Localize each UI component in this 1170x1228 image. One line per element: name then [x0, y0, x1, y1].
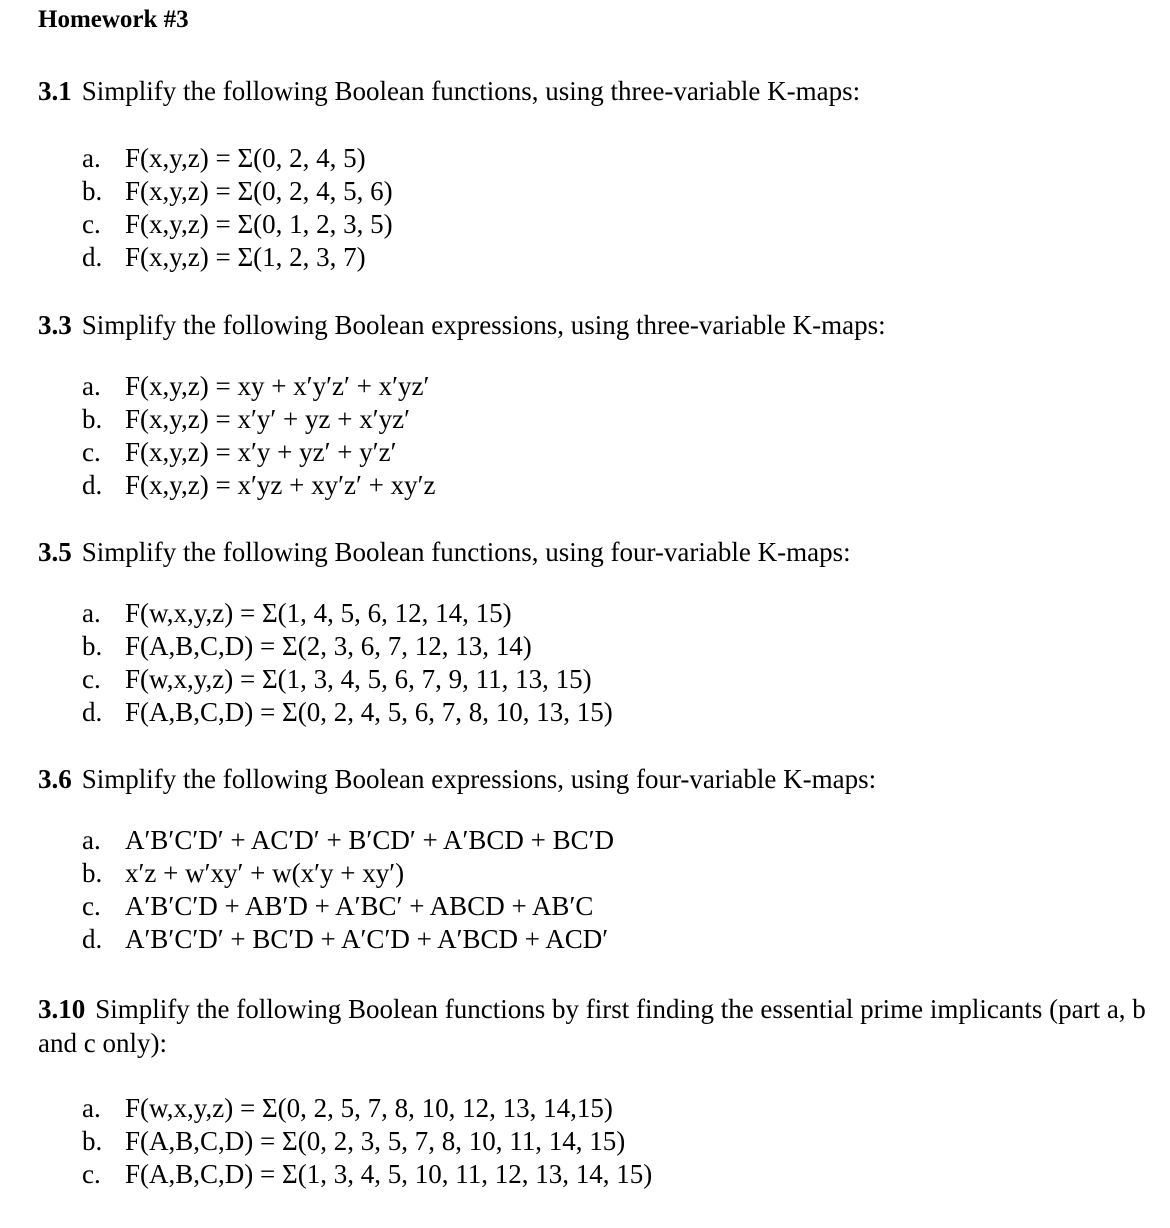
item-letter: a. — [82, 825, 101, 855]
problem-prompt: Simplify the following Boolean functions, using four-variable K-maps: — [81, 537, 851, 567]
list-item — [82, 597, 613, 630]
problem-items — [82, 370, 436, 502]
list-item — [82, 1158, 652, 1191]
problem-prompt: Simplify the following Boolean expressions, using three-variable K-maps: — [81, 310, 886, 340]
item-expression: F(A,B,C,D) = Σ(1, 3, 4, 5, 10, 11, 12, 13, 14, 15) — [125, 1159, 653, 1189]
item-expression: A′B′C′D + AB′D + A′BC′ + ABCD + AB′C — [125, 891, 594, 921]
item-letter: b. — [82, 404, 103, 434]
problem-number: 3.1 — [38, 76, 72, 106]
item-letter: a. — [82, 598, 101, 628]
item-letter: d. — [82, 242, 103, 272]
problem-heading — [38, 762, 1148, 796]
item-expression: F(w,x,y,z) = Σ(1, 4, 5, 6, 12, 14, 15) — [125, 598, 512, 628]
item-letter: a. — [82, 143, 101, 173]
item-expression: F(A,B,C,D) = Σ(2, 3, 6, 7, 12, 13, 14) — [125, 631, 532, 661]
problem-number: 3.10 — [38, 994, 86, 1024]
list-item — [82, 663, 613, 696]
problem-prompt: Simplify the following Boolean functions by first finding the essential prime implicants (part a, b and c only): — [38, 994, 1146, 1058]
list-item — [82, 824, 614, 857]
item-expression: A′B′C′D′ + AC′D′ + B′CD′ + A′BCD + BC′D — [125, 825, 615, 855]
item-expression: F(x,y,z) = x′y′ + yz + x′yz′ — [125, 404, 411, 434]
item-letter: a. — [82, 1093, 101, 1123]
page-title: Homework #3 — [38, 6, 189, 33]
problem-3-10 — [38, 992, 1148, 1189]
item-letter: d. — [82, 924, 103, 954]
item-expression: x′z + w′xy′ + w(x′y + xy′) — [125, 858, 405, 888]
item-expression: F(x,y,z) = Σ(0, 2, 4, 5) — [125, 143, 366, 173]
problem-3-1 — [38, 74, 1148, 272]
list-item — [82, 175, 393, 208]
item-letter: c. — [82, 891, 101, 921]
item-expression: F(x,y,z) = x′yz + xy′z′ + xy′z — [125, 470, 436, 500]
list-item — [82, 436, 436, 469]
list-item — [82, 142, 393, 175]
list-item — [82, 403, 436, 436]
item-expression: F(w,x,y,z) = Σ(1, 3, 4, 5, 6, 7, 9, 11, 13, 15) — [125, 664, 592, 694]
item-letter: d. — [82, 697, 103, 727]
item-letter: b. — [82, 1126, 103, 1156]
problem-heading — [38, 308, 1148, 342]
item-letter: a. — [82, 371, 101, 401]
item-letter: c. — [82, 664, 101, 694]
item-expression: F(x,y,z) = Σ(0, 1, 2, 3, 5) — [125, 209, 393, 239]
problem-3-5 — [38, 535, 1148, 727]
list-item — [82, 370, 436, 403]
item-expression: F(A,B,C,D) = Σ(0, 2, 3, 5, 7, 8, 10, 11, 14, 15) — [125, 1126, 626, 1156]
list-item — [82, 923, 614, 956]
problem-3-3 — [38, 308, 1148, 500]
list-item — [82, 696, 613, 729]
item-expression: F(x,y,z) = Σ(0, 2, 4, 5, 6) — [125, 176, 393, 206]
list-item — [82, 857, 614, 890]
list-item — [82, 630, 613, 663]
item-expression: A′B′C′D′ + BC′D + A′C′D + A′BCD + ACD′ — [125, 924, 609, 954]
problem-items — [82, 824, 614, 956]
item-letter: b. — [82, 176, 103, 206]
problem-items — [82, 597, 613, 729]
item-expression: F(x,y,z) = x′y + yz′ + y′z′ — [125, 437, 397, 467]
problem-heading — [38, 535, 1148, 569]
problem-number: 3.6 — [38, 764, 72, 794]
item-expression: F(A,B,C,D) = Σ(0, 2, 4, 5, 6, 7, 8, 10, 13, 15) — [125, 697, 613, 727]
problem-number: 3.3 — [38, 310, 72, 340]
list-item — [82, 469, 436, 502]
item-letter: c. — [82, 209, 101, 239]
item-letter: c. — [82, 1159, 101, 1189]
item-letter: c. — [82, 437, 101, 467]
problem-number: 3.5 — [38, 537, 72, 567]
list-item — [82, 890, 614, 923]
item-expression: F(w,x,y,z) = Σ(0, 2, 5, 7, 8, 10, 12, 13, 14,15) — [125, 1093, 613, 1123]
problem-items — [82, 1092, 652, 1191]
problem-prompt: Simplify the following Boolean functions, using three-variable K-maps: — [81, 76, 861, 106]
problem-heading — [38, 992, 1148, 1060]
list-item — [82, 1092, 652, 1125]
item-letter: b. — [82, 631, 103, 661]
item-letter: d. — [82, 470, 103, 500]
item-expression: F(x,y,z) = xy + x′y′z′ + x′yz′ — [125, 371, 430, 401]
list-item — [82, 241, 393, 274]
problem-items — [82, 142, 393, 274]
problem-3-6 — [38, 762, 1148, 954]
item-expression: F(x,y,z) = Σ(1, 2, 3, 7) — [125, 242, 366, 272]
problem-heading — [38, 74, 1148, 108]
list-item — [82, 1125, 652, 1158]
problem-prompt: Simplify the following Boolean expressions, using four-variable K-maps: — [81, 764, 877, 794]
list-item — [82, 208, 393, 241]
item-letter: b. — [82, 858, 103, 888]
